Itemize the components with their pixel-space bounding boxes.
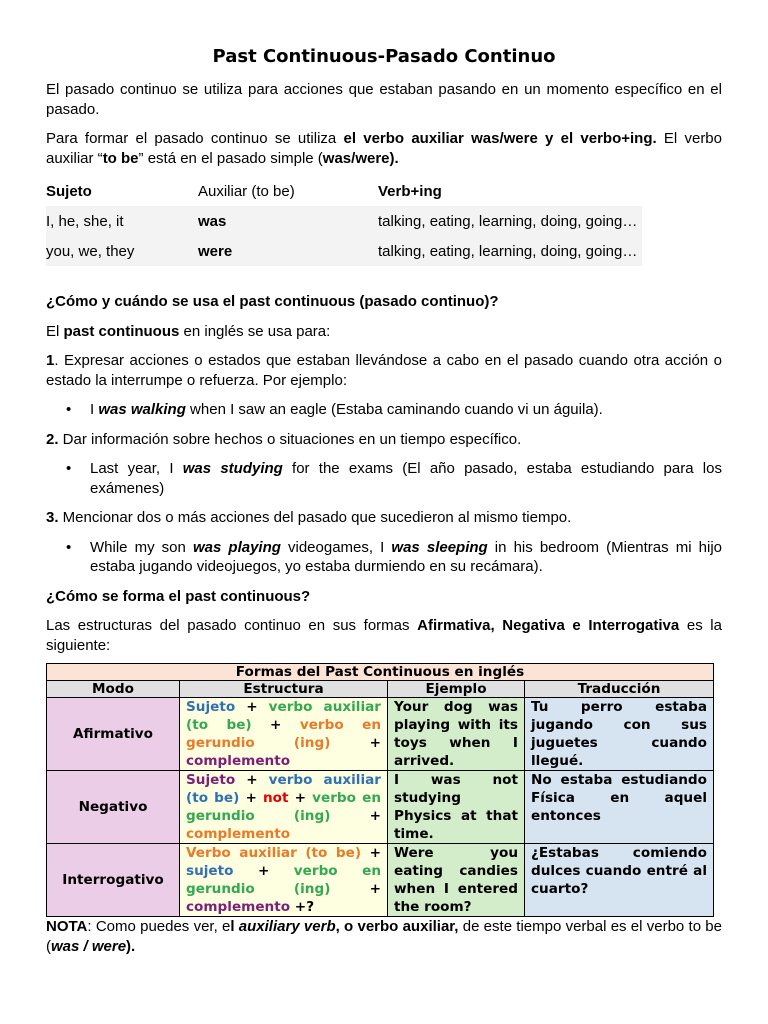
header-ejemplo: Ejemplo	[388, 681, 525, 698]
use-item-1: 1. Expresar acciones o estados que estaban llevándose a cabo en el pasado cuando otra acción o estado la interrumpe o refuerza. Por ejemplo:	[46, 352, 722, 389]
intro-paragraph: El pasado continuo se utiliza para acciones que estaban pasando en un momento específico en el pasado.	[46, 81, 722, 118]
header-traduccion: Traducción	[525, 681, 714, 698]
structures-paragraph: Las estructuras del pasado continuo en sus formas Afirmativa, Negativa e Interrogativa es la siguiente:	[46, 617, 722, 654]
structure-segment: +	[251, 717, 300, 733]
structure-segment: +	[235, 699, 269, 715]
structure-segment: sujeto	[186, 863, 234, 879]
nota-paragraph: NOTA: Como puedes ver, el auxiliary verb, o verbo auxiliar, de este tiempo verbal es el verbo to be (was / were).	[46, 918, 722, 955]
page-title: Past Continuous-Pasado Continuo	[212, 46, 556, 67]
ejemplo-cell: Were you eating candies when I entered the room?	[388, 844, 525, 917]
table-cell: were	[198, 236, 378, 266]
structure-segment: +	[330, 735, 381, 751]
use-item-2: 2. Dar información sobre hechos o situaciones en un tiempo específico.	[46, 430, 522, 448]
example-list-2	[46, 459, 722, 498]
modo-cell: Negativo	[47, 771, 180, 844]
table-cell: talking, eating, learning, doing, going…	[378, 206, 642, 236]
table-header-row	[46, 176, 642, 206]
forms-caption-row	[47, 664, 714, 681]
forms-header-row	[47, 681, 714, 698]
uses-intro: El past continuous en inglés se usa para:	[46, 322, 331, 340]
table-cell: you, we, they	[46, 236, 198, 266]
forms-row-afirmativo	[47, 698, 714, 771]
table-cell: I, he, she, it	[46, 206, 198, 236]
structure-segment: +	[330, 808, 381, 824]
structure-segment: verbo auxiliar (to be)	[186, 699, 381, 733]
structure-segment: +	[361, 845, 382, 861]
traduccion-cell: No estaba estudiando Física en aquel entonces	[525, 771, 714, 844]
estructura-cell	[180, 844, 388, 917]
ejemplo-cell: I was not studying Physics at that time.	[388, 771, 525, 844]
structure-segment: complemento	[186, 899, 291, 915]
modo-cell: Afirmativo	[47, 698, 180, 771]
forms-caption: Formas del Past Continuous en inglés	[47, 664, 714, 681]
structure-segment: verbo en gerundio (ing)	[186, 863, 381, 897]
structure-segment: complemento	[186, 753, 291, 769]
structure-segment: +	[235, 772, 269, 788]
example-list-1	[46, 400, 722, 420]
estructura-cell	[180, 771, 388, 844]
structure-segment: Sujeto	[186, 699, 236, 715]
example-list-3	[46, 538, 722, 577]
structure-segment: Sujeto	[186, 772, 236, 788]
section-heading-form: ¿Cómo se forma el past continuous?	[46, 587, 311, 605]
structure-segment: +	[233, 863, 294, 879]
structure-segment: +	[239, 790, 263, 806]
header-modo: Modo	[47, 681, 180, 698]
use-item-3: 3. Mencionar dos o más acciones del pasado que sucedieron al mismo tiempo.	[46, 509, 572, 526]
list-item: • While my son was playing videogames, I was sleeping in his bedroom (Mientras mi hijo estaba jugando videojuegos, yo estaba durmiendo en su recámara).	[46, 538, 722, 577]
structure-segment: +	[288, 790, 313, 806]
modo-cell: Interrogativo	[47, 844, 180, 917]
traduccion-cell: ¿Estabas comiendo dulces cuando entré al cuarto?	[525, 844, 714, 917]
table-row	[46, 206, 642, 236]
structure-segment: verbo auxiliar (to be)	[186, 772, 381, 806]
forms-row-negativo	[47, 771, 714, 844]
list-item: • Last year, I was studying for the exams (El año pasado, estaba estudiando para los exámenes)	[46, 459, 722, 498]
header-sujeto: Sujeto	[46, 182, 92, 200]
structure-segment: +?	[290, 899, 315, 915]
list-item: • I was walking when I saw an eagle (Estaba caminando cuando vi un águila).	[46, 400, 722, 420]
structure-segment: not	[262, 790, 289, 806]
structure-segment: verbo en gerundio (ing)	[186, 717, 382, 751]
forms-table	[46, 663, 714, 917]
table-cell: talking, eating, learning, doing, going…	[378, 236, 642, 266]
traduccion-cell: Tu perro estaba jugando con sus juguetes cuando llegué.	[525, 698, 714, 771]
structure-segment: +	[330, 881, 381, 897]
header-verb-ing: Verb+ing	[378, 182, 442, 200]
section-heading-uses: ¿Cómo y cuándo se usa el past continuous (pasado continuo)?	[46, 293, 499, 310]
estructura-cell	[180, 698, 388, 771]
structure-segment: verbo en gerundio (ing)	[186, 790, 382, 824]
header-estructura: Estructura	[180, 681, 388, 698]
forms-row-interrogativo	[47, 844, 714, 917]
table-cell: was	[198, 206, 378, 236]
ejemplo-cell: Your dog was playing with its toys when I arrived.	[388, 698, 525, 771]
formation-paragraph: Para formar el pasado continuo se utiliza el verbo auxiliar was/were y el verbo+ing. El verbo auxiliar “to be” está en el pasado simple (was/were).	[46, 130, 722, 167]
subject-auxiliary-table	[46, 176, 642, 266]
structure-segment: complemento	[186, 826, 291, 842]
structure-segment: Verbo auxiliar (to be)	[186, 845, 362, 861]
header-auxiliar: Auxiliar (to be)	[198, 182, 295, 200]
table-row	[46, 236, 642, 266]
